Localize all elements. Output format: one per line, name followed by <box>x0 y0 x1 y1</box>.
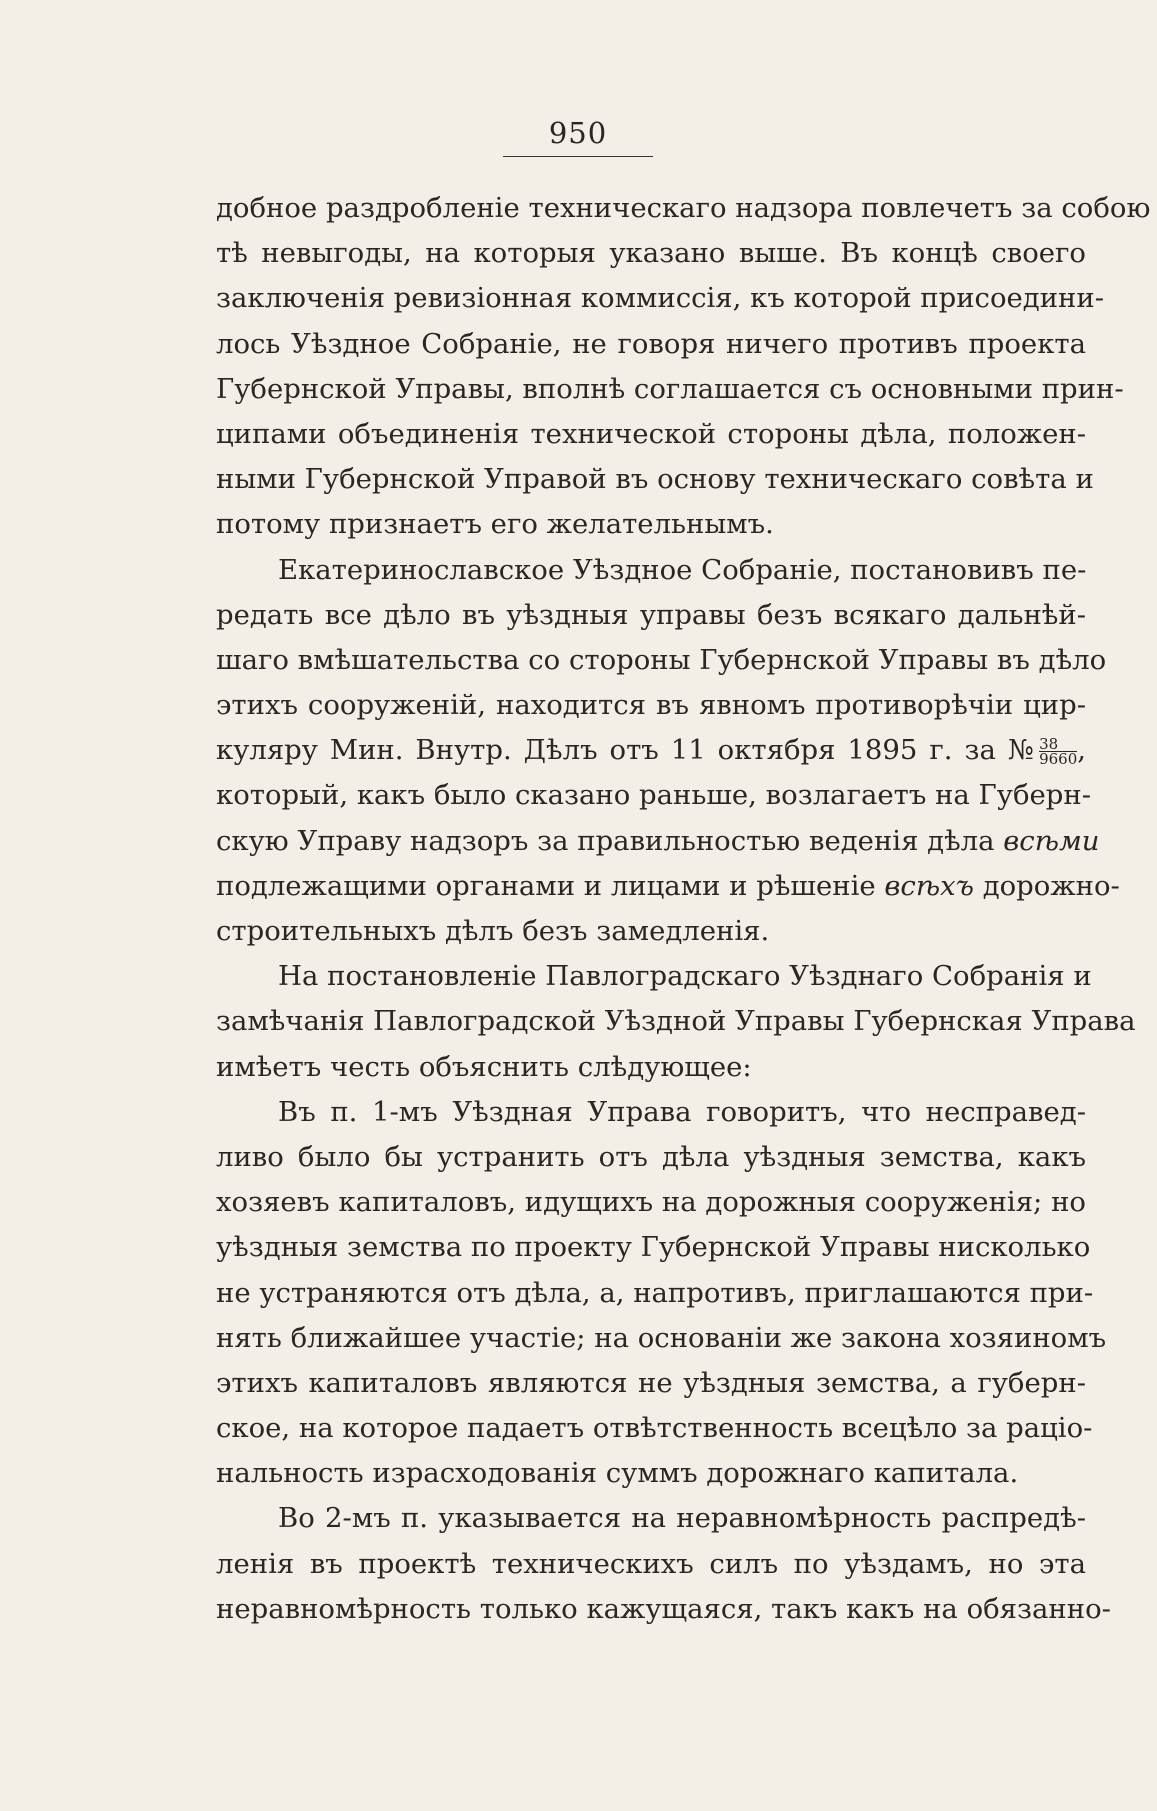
text-line: Въ п. 1-мъ Уѣздная Управа говоритъ, что несправед- <box>278 1095 1086 1128</box>
text-line: Во 2-мъ п. указывается на неравномѣрность распредѣ- <box>278 1502 1086 1535</box>
text-segment: куляру Мин. Внутр. Дѣлъ отъ 11 октября 1895 г. за № <box>216 734 1038 767</box>
text-line-with-emphasis <box>216 819 1100 864</box>
text-line: добное раздробленіе техническаго надзора повлечетъ за собою <box>216 192 1151 224</box>
text-line: Губернской Управы, вполнѣ соглашается съ основными прин- <box>216 372 1124 405</box>
text-line: ными Губернской Управой въ основу техническаго совѣта и <box>216 463 1094 496</box>
text-line: ливо было бы устранить отъ дѣла уѣздныя земства, какъ <box>216 1140 1086 1173</box>
text-line-with-fraction <box>216 728 1086 773</box>
text-line: ское, на которое падаетъ отвѣтственность всецѣло за раціо- <box>216 1412 1093 1445</box>
paragraph-3 <box>216 954 1136 1090</box>
text-segment: дорожно- <box>982 869 1120 902</box>
text-line: тѣ невыгоды, на которыя указано выше. Въ концѣ своего <box>216 237 1086 270</box>
text-line-with-emphasis <box>216 864 1120 909</box>
text-segment: , <box>1077 734 1086 767</box>
text-line: который, какъ было сказано раньше, возлагаетъ на Губерн- <box>216 779 1092 812</box>
text-line: строительныхъ дѣлъ безъ замедленія. <box>216 915 770 947</box>
text-line: ципами объединенія технической стороны дѣла, положен- <box>216 417 1086 450</box>
text-line: этихъ капиталовъ являются не уѣздныя земства, а губерн- <box>216 1366 1086 1399</box>
text-line: заключенія ревизіонная коммиссія, къ которой присоедини- <box>216 282 1105 315</box>
text-line: хозяевъ капиталовъ, идущихъ на дорожныя сооруженія; но <box>216 1186 1086 1219</box>
text-line: неравномѣрность только кажущаяся, такъ какъ на обязанно- <box>216 1592 1111 1625</box>
page-number: 950 <box>503 116 653 157</box>
fraction-numerator: 38 <box>1039 737 1077 752</box>
fraction-denominator: 9660 <box>1039 750 1078 769</box>
text-line: замѣчанія Павлоградской Уѣздной Управы Губернская Управа <box>216 1005 1136 1038</box>
text-segment: скую Управу надзоръ за правильностью веденія дѣла <box>216 824 995 857</box>
text-line: нальность израсходованія суммъ дорожнаго капитала. <box>216 1457 1019 1490</box>
text-line: редать все дѣло въ уѣздныя управы безъ всякаго дальнѣй- <box>216 598 1086 631</box>
paragraph-2 <box>216 548 1120 955</box>
text-line: потому признаетъ его желательнымъ. <box>216 508 774 541</box>
emphasis-word: всѣми <box>1003 824 1100 857</box>
body-text <box>216 186 1151 1632</box>
text-line: не устраняются отъ дѣла, а, напротивъ, приглашаются при- <box>216 1276 1094 1309</box>
text-line: лось Уѣздное Собраніе, не говоря ничего противъ проекта <box>216 327 1086 360</box>
text-line: шаго вмѣшательства со стороны Губернской Управы въ дѣло <box>216 643 1107 676</box>
emphasis-word: всѣхъ <box>884 869 974 902</box>
text-line: ленія въ проектѣ техническихъ силъ по уѣздамъ, но эта <box>216 1547 1086 1580</box>
text-line: Екатеринославское Уѣздное Собраніе, постановивъ пе- <box>278 553 1087 586</box>
text-line: На постановленіе Павлоградскаго Уѣзднаго Собранія и <box>278 960 1092 993</box>
text-line: нять ближайшее участіе; на основаніи же закона хозяиномъ <box>216 1321 1107 1354</box>
paragraph-5 <box>216 1496 1111 1632</box>
text-segment: подлежащими органами и лицами и рѣшеніе <box>216 869 876 902</box>
text-line: этихъ сооруженій, находится въ явномъ противорѣчіи цир- <box>216 689 1086 722</box>
paragraph-4 <box>216 1090 1107 1497</box>
text-line: имѣетъ честь объяснить слѣдующее: <box>216 1050 752 1083</box>
text-line: уѣздныя земства по проекту Губернской Управы нисколько <box>216 1231 1091 1264</box>
paragraph-1 <box>216 186 1151 548</box>
circular-number-fraction <box>1039 735 1078 769</box>
